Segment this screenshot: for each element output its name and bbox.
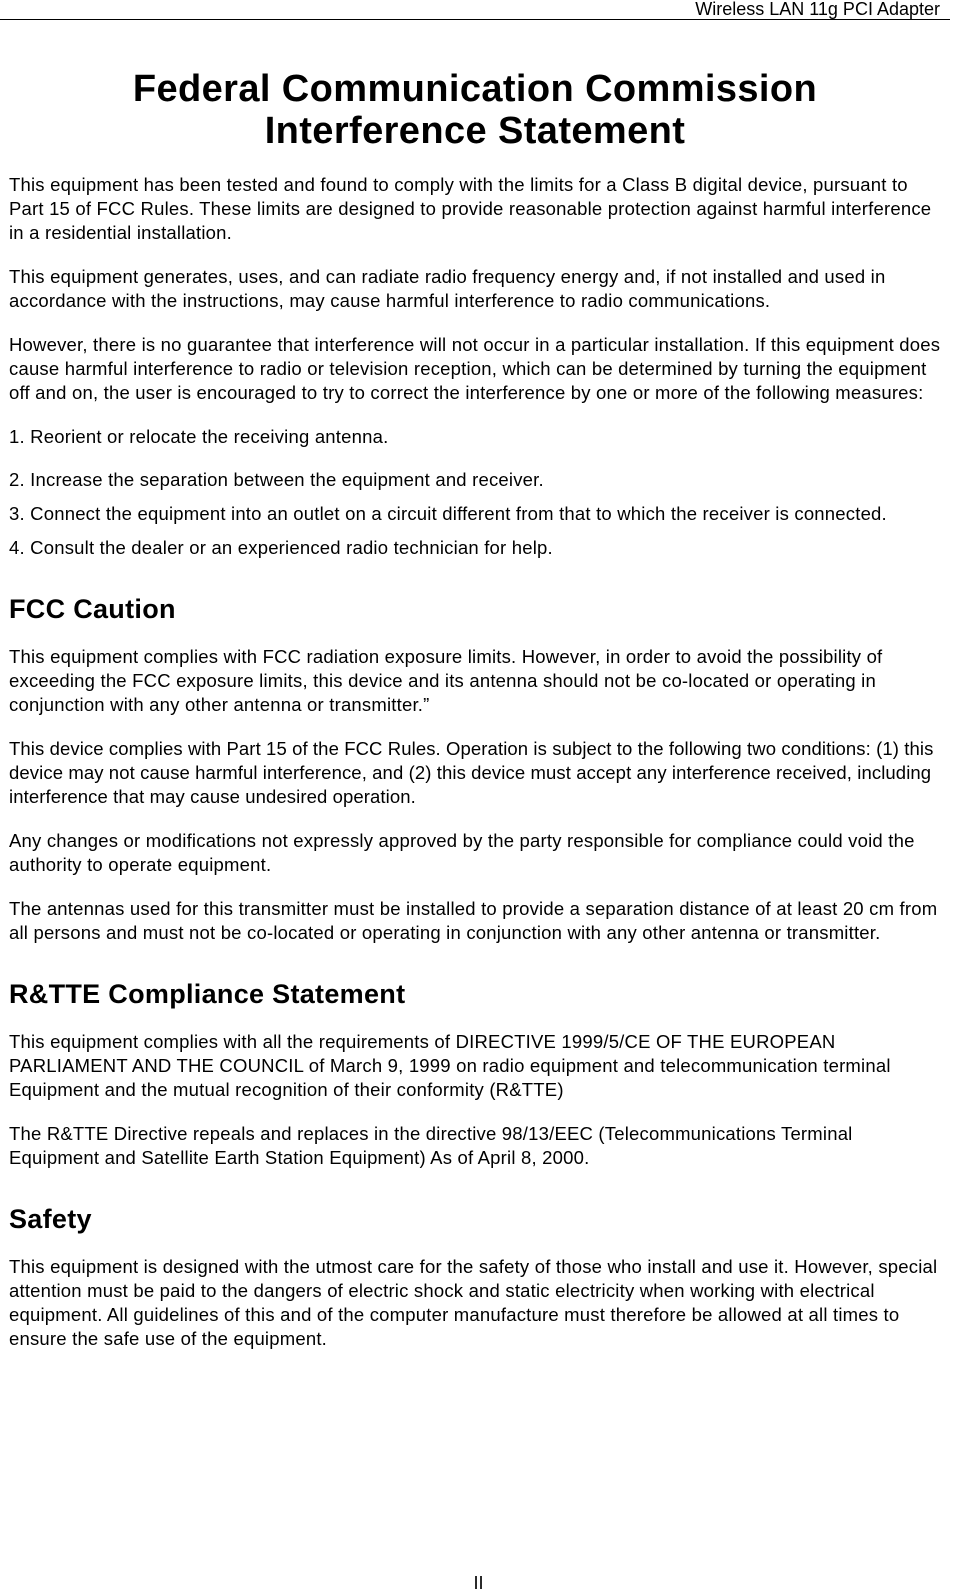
measure-item: 1. Reorient or relocate the receiving antenna. [9, 426, 389, 447]
paragraph: This equipment has been tested and found to comply with the limits for a Class B digital device, pursuant to Part 15 of FCC Rules. These limits are designed to provide reasonable protection against harmful interference in a residential installation. [9, 174, 932, 243]
rtte-section [9, 978, 944, 1170]
paragraph: This equipment is designed with the utmost care for the safety of those who install and use it. However, special attention must be paid to the dangers of electric shock and static electricity when working with electrical equipment. All guidelines of this and of the computer manufacture must therefore be allowed at all times to ensure the safe use of the equipment. [9, 1256, 938, 1349]
section-heading: R&TTE Compliance Statement [9, 979, 406, 1009]
fcc-caution-section [9, 593, 944, 945]
fcc-interference-section [9, 173, 944, 560]
paragraph: This equipment complies with FCC radiation exposure limits. However, in order to avoid the possibility of exceeding the FCC exposure limits, this device and its antenna should not be co-located or operating in conjunction with any other antenna or transmitter.” [9, 646, 883, 715]
measure-item: 4. Consult the dealer or an experienced radio technician for help. [9, 537, 553, 558]
page-number: II [473, 1573, 484, 1593]
paragraph: The R&TTE Directive repeals and replaces in the directive 98/13/EEC (Telecommunications Terminal Equipment and Satellite Earth Station Equipment) As of April 8, 2000. [9, 1123, 853, 1168]
page-title-line-2: Interference Statement [264, 110, 686, 152]
paragraph: Any changes or modifications not expressly approved by the party responsible for compliance could void the authority to operate equipment. [9, 830, 915, 875]
header-product-name: Wireless LAN 11g PCI Adapter [695, 0, 940, 19]
paragraph: However, there is no guarantee that interference will not occur in a particular installation. If this equipment does cause harmful interference to radio or television reception, which can be determined by turning the equipment off and on, the user is encouraged to try to correct the interference by one or more of the following measures: [9, 334, 941, 403]
paragraph: This equipment generates, uses, and can radiate radio frequency energy and, if not installed and used in accordance with the instructions, may cause harmful interference to radio communications. [9, 266, 886, 311]
page-title-line-1: Federal Communication Commission [132, 68, 818, 110]
paragraph: This device complies with Part 15 of the FCC Rules. Operation is subject to the following two conditions: (1) this device may not cause harmful interference, and (2) this device must accept any interference received, including interference that may cause undesired operation. [9, 738, 934, 807]
paragraph: The antennas used for this transmitter must be installed to provide a separation distance of at least 20 cm from all persons and must not be co-located or operating in conjunction with any other antenna or transmitter. [9, 898, 938, 943]
safety-section [9, 1203, 944, 1351]
measure-item: 3. Connect the equipment into an outlet on a circuit different from that to which the receiver is connected. [9, 503, 887, 524]
measure-item: 2. Increase the separation between the equipment and receiver. [9, 469, 544, 490]
section-heading: Safety [9, 1204, 92, 1234]
page-title [0, 68, 950, 152]
running-header [0, 0, 950, 20]
section-heading: FCC Caution [9, 594, 176, 624]
document-body [9, 173, 944, 1371]
paragraph: This equipment complies with all the requirements of DIRECTIVE 1999/5/CE OF THE EUROPEAN PARLIAMENT AND THE COUNCIL of March 9, 1999 on radio equipment and telecommunication terminal Equipment and the mutual recognition of their conformity (R&TTE) [9, 1031, 891, 1100]
